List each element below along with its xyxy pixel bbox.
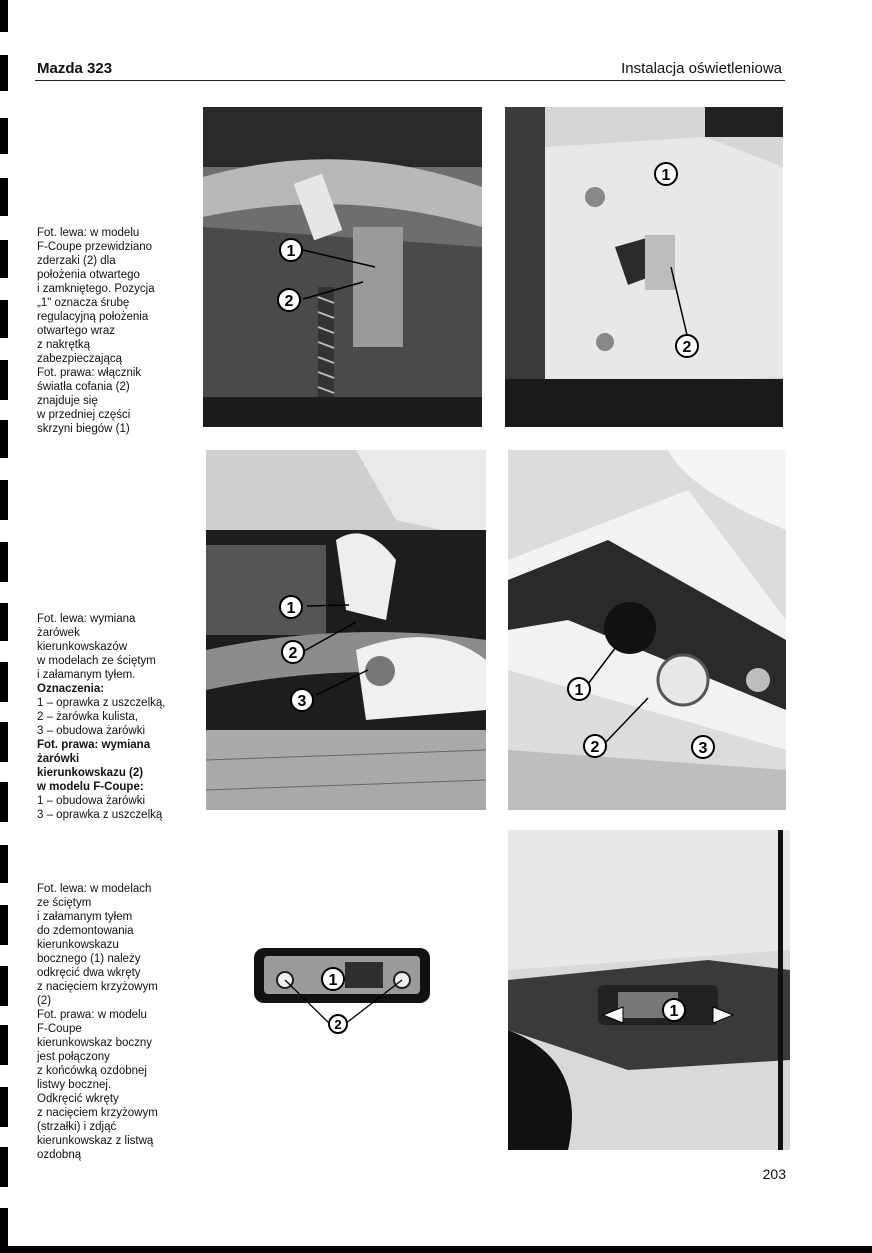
caption-line: kierunkowskazów (37, 641, 128, 653)
caption-line: „1" oznacza śrubę (37, 297, 130, 309)
caption-line: Odkręcić wkręty (37, 1093, 119, 1105)
caption-line: Oznaczenia: (37, 683, 105, 695)
caption-line: Fot. lewa: wymiana (37, 613, 136, 625)
binding-mark (0, 1025, 8, 1065)
photo-fcoupe-signal (508, 450, 786, 810)
label-2: 2 (334, 1017, 342, 1032)
caption-line: 3 – oprawka z uszczelką (37, 809, 163, 821)
caption-line: 1 – oprawka z uszczelką, (37, 697, 166, 709)
caption-line: z nacięciem krzyżowym (37, 1107, 158, 1119)
binding-mark (0, 178, 8, 216)
caption-line: żarówki (37, 753, 80, 765)
page-number: 203 (762, 1166, 786, 1182)
caption-line: listwy bocznej. (37, 1079, 112, 1091)
caption-line: Fot. prawa: w modelu (37, 1009, 147, 1021)
caption-line: kierunkowskazu (2) (37, 767, 144, 779)
label-1: 1 (669, 1003, 679, 1020)
caption-line: żarówek (37, 627, 80, 639)
chapter-title: Instalacja oświetleniowa (621, 60, 782, 77)
caption-line: w modelu F-Coupe: (37, 781, 144, 793)
caption-line: z nacięciem krzyżowym (37, 981, 158, 993)
caption-line: z końcówką ozdobnej (37, 1065, 147, 1077)
caption-line: 3 – obudowa żarówki (37, 725, 146, 737)
caption-line: Fot. lewa: w modelu (37, 227, 140, 239)
photo-reverse-switch (505, 107, 783, 427)
label-1: 1 (574, 682, 584, 699)
binding-mark (0, 542, 8, 582)
binding-mark (0, 360, 8, 400)
binding-mark (0, 420, 8, 458)
caption-line: i załamanym tyłem (37, 911, 133, 923)
photo-side-signal-lamp (250, 944, 435, 1034)
caption-line: Fot. prawa: wymiana (37, 739, 151, 751)
caption-line: ze ściętym (37, 897, 92, 909)
caption-line: znajduje się (37, 395, 98, 407)
binding-mark (0, 240, 8, 278)
caption-line: z nakrętką (37, 339, 91, 351)
caption-line: regulacyjną położenia (37, 311, 149, 323)
caption-line: ozdobną (37, 1149, 82, 1161)
photo-bumper-stops (203, 107, 482, 427)
caption-line: w przedniej części (37, 409, 131, 421)
binding-mark (0, 966, 8, 1006)
caption-line: 2 – żarówka kulista, (37, 711, 138, 723)
photo-side-signal-trim (508, 830, 790, 1150)
caption-line: i załamanym tyłem. (37, 669, 136, 681)
bottom-edge (0, 1246, 872, 1253)
caption-line: bocznego (1) należy (37, 953, 141, 965)
caption-line: jest połączony (37, 1051, 110, 1063)
caption-line: F-Coupe przewidziano (37, 241, 153, 253)
caption-line: kierunkowskazu (37, 939, 119, 951)
caption-3 (37, 882, 187, 1162)
caption-2 (37, 612, 187, 822)
caption-line: położenia otwartego (37, 269, 140, 281)
binding-mark (0, 1087, 8, 1127)
label-3: 3 (698, 740, 708, 757)
caption-line: skrzyni biegów (1) (37, 423, 130, 435)
caption-line: (strzałki) i zdjąć (37, 1121, 117, 1133)
label-2: 2 (590, 739, 600, 756)
caption-line: do zdemontowania (37, 925, 134, 937)
header-rule (35, 80, 785, 81)
caption-line: odkręcić dwa wkręty (37, 967, 141, 979)
binding-mark (0, 1147, 8, 1187)
caption-line: i zamkniętego. Pozycja (37, 283, 155, 295)
caption-line: kierunkowskaz boczny (37, 1037, 153, 1049)
label-1: 1 (328, 972, 338, 989)
binding-mark (0, 603, 8, 641)
caption-line: otwartego wraz (37, 325, 115, 337)
caption-line: w modelach ze ściętym (37, 655, 156, 667)
label-2: 2 (284, 293, 294, 310)
caption-line: światła cofania (2) (37, 381, 130, 393)
caption-line: 1 – obudowa żarówki (37, 795, 146, 807)
caption-line: (2) (37, 995, 52, 1007)
binding-mark (0, 0, 8, 32)
binding-mark (0, 55, 8, 91)
label-3: 3 (297, 693, 307, 710)
label-1: 1 (286, 600, 296, 617)
label-2: 2 (682, 339, 692, 356)
binding-mark (0, 662, 8, 702)
binding-mark (0, 782, 8, 822)
binding-mark (0, 118, 8, 154)
label-1: 1 (286, 243, 296, 260)
binding-mark (0, 905, 8, 945)
binding-mark (0, 480, 8, 520)
binding-mark (0, 845, 8, 883)
caption-line: zderzaki (2) dla (37, 255, 116, 267)
caption-1 (37, 226, 187, 436)
photo-bulb-replacement (206, 450, 486, 810)
caption-line: zabezpieczającą (37, 353, 123, 365)
caption-line: Fot. prawa: włącznik (37, 367, 142, 379)
label-2: 2 (288, 645, 298, 662)
book-title: Mazda 323 (37, 60, 113, 77)
binding-mark (0, 722, 8, 762)
label-1: 1 (661, 167, 671, 184)
caption-line: kierunkowskaz z listwą (37, 1135, 154, 1147)
caption-line: Fot. lewa: w modelach (37, 883, 152, 895)
binding-mark (0, 300, 8, 338)
binding-mark (0, 1208, 8, 1248)
caption-line: F-Coupe (37, 1023, 82, 1035)
